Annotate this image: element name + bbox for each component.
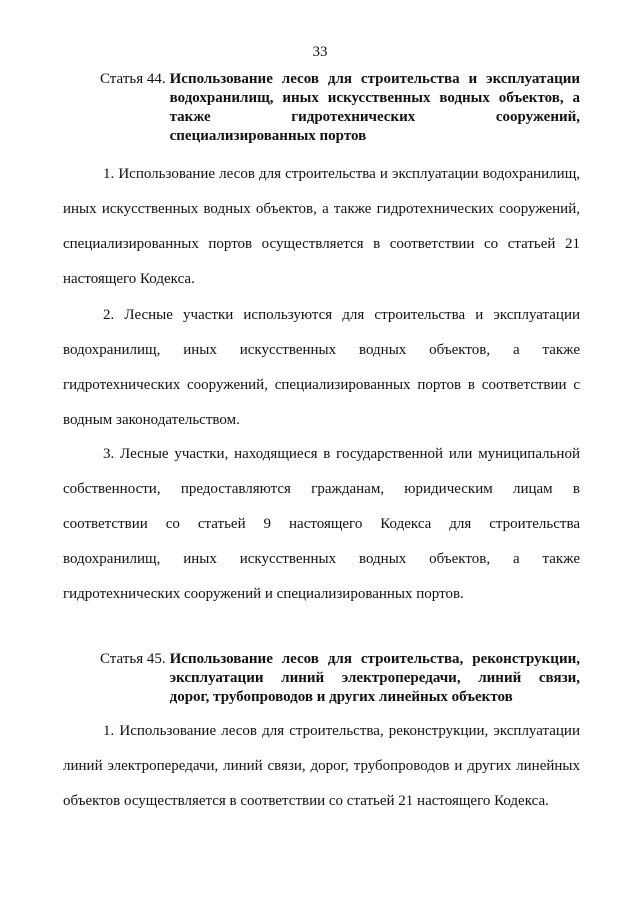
article-44-paragraph-1 bbox=[63, 163, 580, 303]
article-45-title-line: дорог, трубопроводов и других линейных объектов bbox=[169, 689, 513, 705]
paragraph-line: настоящего Кодекса. bbox=[63, 271, 195, 287]
paragraph-line: 1. Использование лесов для строительства, реконструкции, эксплуатации bbox=[103, 723, 580, 739]
article-44-title-line: водохранилищ, иных искусственных водных объектов, а bbox=[169, 90, 580, 106]
paragraph-line: иных искусственных водных объектов, а также гидротехнических сооружений, bbox=[63, 201, 580, 217]
article-45-paragraph-1 bbox=[63, 720, 580, 825]
article-44-title bbox=[170, 70, 580, 146]
article-44-paragraph-3 bbox=[63, 443, 580, 618]
paragraph-line: собственности, предоставляются гражданам, юридическим лицам в bbox=[63, 481, 580, 497]
paragraph-line: специализированных портов осуществляется в соответствии со статьей 21 bbox=[63, 236, 580, 252]
article-44-title-line: также гидротехнических сооружений, bbox=[169, 109, 580, 125]
article-45-title-line: Использование лесов для строительства, реконструкции, bbox=[169, 651, 580, 667]
paragraph-line: гидротехнических сооружений, специализированных портов в соответствии с bbox=[63, 377, 580, 393]
article-44-paragraph-2 bbox=[63, 304, 580, 444]
paragraph-line: гидротехнических сооружений и специализированных портов. bbox=[63, 586, 464, 602]
paragraph-line: 2. Лесные участки используются для строительства и эксплуатации bbox=[103, 307, 580, 323]
article-44-heading bbox=[100, 70, 580, 146]
paragraph-line: объектов осуществляется в соответствии со статьей 21 настоящего Кодекса. bbox=[63, 793, 549, 809]
article-45-title bbox=[170, 650, 580, 707]
paragraph-line: 1. Использование лесов для строительства и эксплуатации водохранилищ, bbox=[103, 166, 580, 182]
article-44-title-line: Использование лесов для строительства и эксплуатации bbox=[169, 71, 580, 87]
article-44-label: Статья 44. bbox=[100, 71, 166, 87]
paragraph-line: водохранилищ, иных искусственных водных объектов, а также bbox=[63, 342, 580, 358]
article-44-title-line: специализированных портов bbox=[169, 128, 367, 144]
paragraph-line: водным законодательством. bbox=[63, 412, 240, 428]
paragraph-line: соответствии со статьей 9 настоящего Кодекса для строительства bbox=[63, 516, 580, 532]
article-45-title-line: эксплуатации линий электропередачи, линий связи, bbox=[169, 670, 580, 686]
page-number: 33 bbox=[312, 44, 328, 60]
paragraph-line: линий электропередачи, линий связи, дорог, трубопроводов и других линейных bbox=[63, 758, 580, 774]
article-45-label: Статья 45. bbox=[100, 651, 166, 667]
paragraph-line: 3. Лесные участки, находящиеся в государственной или муниципальной bbox=[103, 446, 580, 462]
article-45-heading bbox=[100, 650, 580, 707]
paragraph-line: водохранилищ, иных искусственных водных объектов, а также bbox=[63, 551, 580, 567]
